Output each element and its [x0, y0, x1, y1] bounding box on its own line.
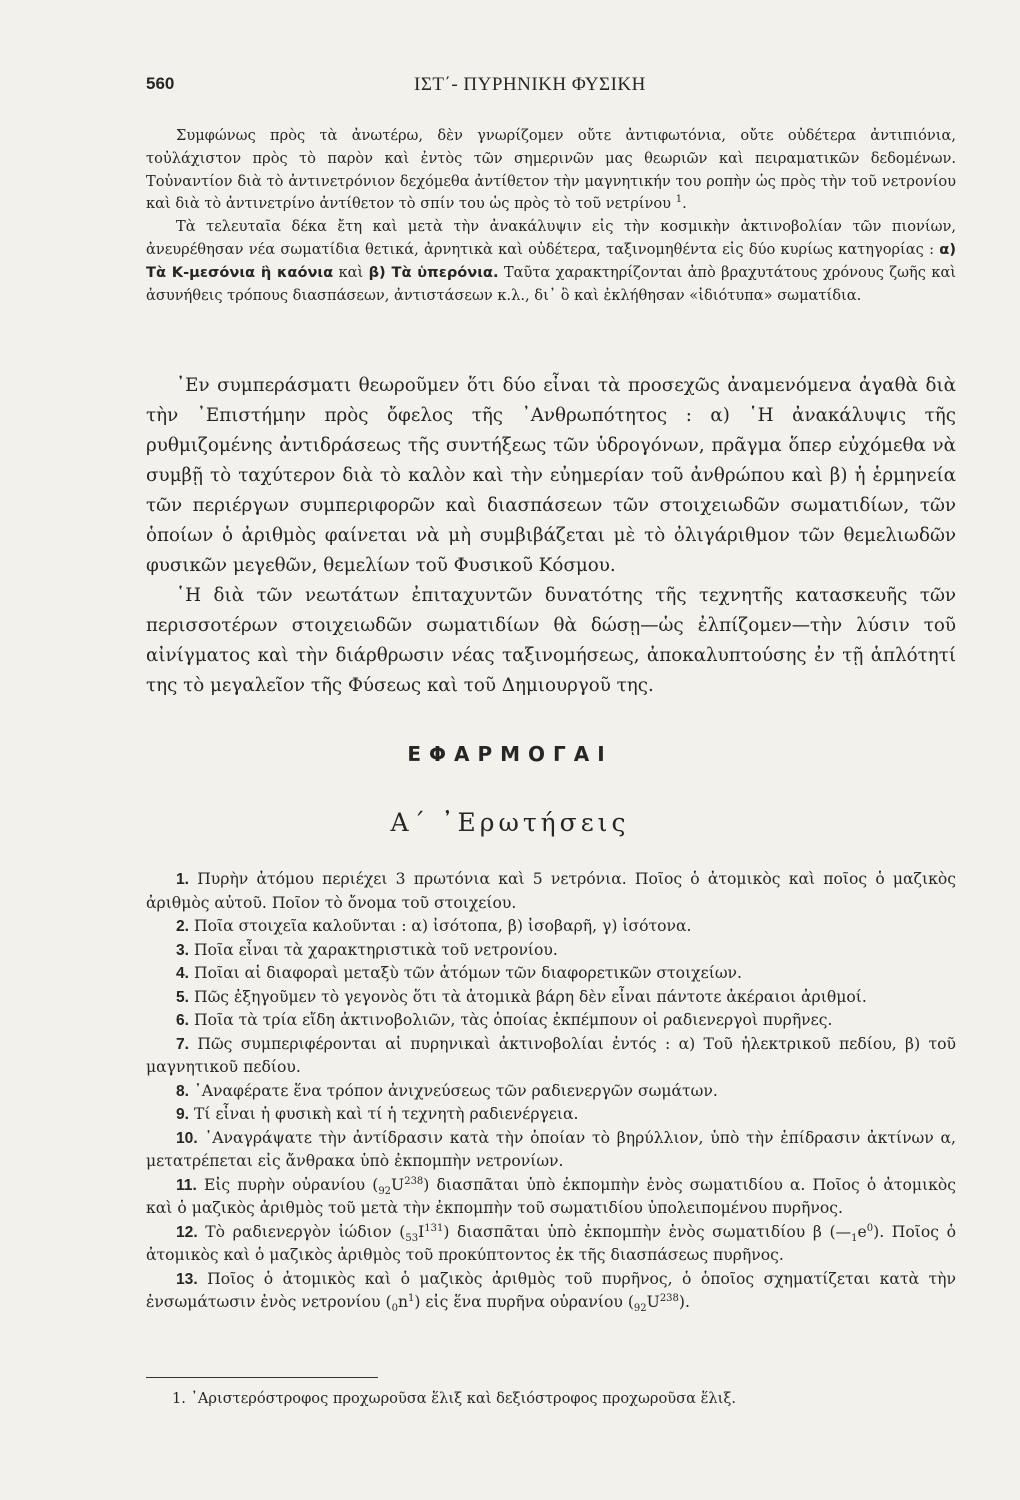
footnote-mark: 1 — [675, 194, 683, 206]
charge-number: 1 — [851, 1232, 858, 1244]
atomic-number: 92 — [633, 1303, 647, 1315]
conclusion-block — [146, 371, 956, 701]
question-number: 9. — [176, 1106, 190, 1123]
element-symbol: U — [646, 1293, 660, 1311]
paragraph-antiparticles — [146, 125, 956, 216]
question-number: 5. — [176, 988, 190, 1006]
question-text: ) διασπᾶται ὑπὸ ἐκπομπὴν ἑνὸς σωματιδίου β (— — [443, 1222, 852, 1241]
footnote-divider — [146, 1377, 378, 1378]
question-item — [146, 1174, 956, 1221]
element-symbol: I — [418, 1222, 425, 1241]
page-header — [146, 74, 956, 100]
question-text: Εἰς πυρὴν οὐρανίου ( — [203, 1175, 379, 1194]
question-text: ᾿Αναγράψατε τὴν ἀντίδρασιν κατὰ τὴν ὁποίαν τὸ βηρύλλιον, ὑπὸ τὴν ἐπίδρασιν ἀκτίνων α, μετατρέπεται εἰς ἄνθρακα ὑπὸ ἐκπομπὴν νετρονίων. — [146, 1128, 956, 1170]
page-number: 560 — [146, 74, 175, 93]
question-text: Πῶς συμπεριφέρονται αἱ πυρηνικαὶ ἀκτινοβολίαι ἐντός : α) Τοῦ ἠλεκτρικοῦ πεδίου, β) τοῦ μαγνητικοῦ πεδίου. — [146, 1034, 956, 1076]
question-item — [146, 868, 956, 915]
mass-number: 131 — [424, 1222, 444, 1234]
question-number: 10. — [176, 1129, 198, 1147]
paragraph-text: Ταῦτα χαρακτηρίζονται ἀπὸ βραχυτάτους χρόνους ζωῆς καὶ ἀσυνήθεις τρόπους διασπάσεων, ἀντιστάσεων κ.λ., δι᾽ ὃ καὶ ἐκλήθησαν «ἰδιότυπα» σωματίδια. — [146, 263, 957, 304]
atomic-number: 53 — [405, 1232, 419, 1244]
question-number: 1. — [176, 871, 190, 888]
element-symbol: U — [391, 1175, 405, 1194]
mass-number: 0 — [866, 1222, 874, 1234]
paragraph-end: . — [682, 195, 687, 213]
question-item — [146, 915, 956, 939]
question-item — [146, 1080, 956, 1104]
question-number: 8. — [176, 1082, 190, 1100]
conclusion-paragraph-2: ῾Η διὰ τῶν νεωτάτων ἐπιταχυντῶν δυνατότης τῆς τεχνητῆς κατασκευῆς τῶν περισσοτέρων στοιχειωδῶν σωματιδίων θὰ δώσῃ—ὡς ἐλπίζομεν—τὴν λύσιν τοῦ αἰνίγματος καὶ τὴν διάρθρωσιν νέας ταξινομήσεως, ἀποκαλυπτούσης ἐν τῇ ἁπλότητί της τὸ μεγαλεῖον τῆς Φύσεως καὶ τοῦ Δημιουργοῦ της. — [146, 585, 956, 696]
question-text: Ποῖαι αἱ διαφοραὶ μεταξὺ τῶν ἀτόμων τῶν διαφορετικῶν στοιχείων. — [193, 964, 742, 982]
question-number: 7. — [176, 1035, 190, 1053]
mass-number: 238 — [404, 1175, 424, 1187]
question-text: ᾿Αναφέρατε ἕνα τρόπον ἀνιχνεύσεως τῶν ραδιενεργῶν σωμάτων. — [193, 1081, 718, 1100]
question-text: ) εἰς ἕνα πυρῆνα οὐρανίου ( — [414, 1293, 634, 1311]
small-text-block — [146, 125, 956, 307]
question-item — [146, 986, 956, 1010]
question-item — [146, 1103, 956, 1127]
particle-symbol: n — [397, 1293, 409, 1311]
question-text: Τί εἶναι ἡ φυσικὴ καὶ τί ἡ τεχνητὴ ραδιενέργεια. — [193, 1105, 579, 1123]
question-item — [146, 1127, 956, 1174]
sub-heading: Α΄ ᾿Ερωτήσεις — [390, 808, 630, 837]
footnote: 1. ᾿Αριστερόστροφος προχωροῦσα ἕλιξ καὶ δεξιόστροφος προχωροῦσα ἕλιξ. — [172, 1390, 737, 1407]
paragraph-text: Συμφώνως πρὸς τὰ ἀνωτέρω, δὲν γνωρίζομεν οὔτε ἀντιφωτόνια, οὔτε οὐδέτερα ἀντιπιόνια, τοὐλάχιστον πρὸς τὸ παρὸν καὶ ἐντὸς τῶν σημερινῶν μας θεωριῶν καὶ πειραματικῶν δεδομένων. Τοὐναντίον διὰ τὸ ἀντινετρόνιον δεχόμεθα ἀντίθετον τὴν μαγνητικήν του ροπὴν ὡς πρὸς τὴν τοῦ νετρονίου καὶ διὰ τὸ ἀντινετρίνο ἀντίθετον τὸ σπίν του ὡς πρὸς τὸ τοῦ νετρίνου — [146, 127, 956, 213]
question-item — [146, 1033, 956, 1080]
mass-number: 1 — [408, 1292, 415, 1304]
kaons-term: α) Τὰ Κ-μεσόνια ἢ καόνια — [146, 240, 956, 281]
question-text: Πῶς ἐξηγοῦμεν τὸ γεγονὸς ὅτι τὰ ἀτομικὰ βάρη δὲν εἶναι πάντοτε ἀκέραιοι ἀριθμοί. — [193, 987, 867, 1006]
particle-symbol: e — [857, 1222, 867, 1241]
question-text: Τὸ ραδιενεργὸν ἰώδιον ( — [205, 1222, 406, 1241]
hyperons-term: β) Τὰ ὑπερόνια. — [368, 263, 499, 281]
question-item — [146, 1009, 956, 1033]
question-text: ) διασπᾶται ὑπὸ ἐκπομπὴν ἑνὸς σωματιδίου α. Ποῖος ὁ ἀτομικὸς καὶ ὁ μαζικὸς ἀριθμὸς τοῦ μετὰ τὴν ἐκπομπὴν τοῦ σωματιδίου ὑπολειπομένου πυρῆνος. — [146, 1175, 956, 1217]
question-text: ). Ποῖος ὁ ἀτομικὸς καὶ ὁ μαζικὸς ἀριθμὸς τοῦ προκύπτοντος ἐκ τῆς διασπάσεως πυρῆνος. — [146, 1222, 956, 1264]
question-number: 2. — [176, 918, 190, 935]
charge-number: 0 — [391, 1303, 398, 1315]
mass-number: 238 — [659, 1292, 679, 1304]
question-number: 12. — [176, 1223, 198, 1241]
question-number: 4. — [176, 965, 190, 982]
question-number: 3. — [176, 941, 190, 959]
question-text: Ποῖος ὁ ἀτομικὸς καὶ ὁ μαζικὸς ἀριθμὸς τοῦ πυρῆνος, ὁ ὁποῖος σχηματίζεται κατὰ τὴν ἐνσωμάτωσιν ἑνὸς νετρονίου ( — [146, 1269, 956, 1311]
question-text: Ποῖα εἶναι τὰ χαρακτηριστικὰ τοῦ νετρονίου. — [193, 940, 558, 959]
section-heading: ΕΦΑΡΜΟΓΑΙ — [407, 742, 613, 766]
question-item — [146, 1221, 956, 1268]
question-item — [146, 939, 956, 963]
running-head: ΙΣΤ΄- ΠΥΡΗΝΙΚΗ ΦΥΣΙΚΗ — [414, 74, 646, 95]
question-text: Ποῖα τὰ τρία εἴδη ἀκτινοβολιῶν, τὰς ὁποίας ἐκπέμπουν οἱ ραδιενεργοὶ πυρῆνες. — [193, 1011, 833, 1029]
paragraph-strange-particles — [146, 216, 956, 307]
question-text: ). — [678, 1293, 690, 1311]
questions-list — [146, 868, 956, 1315]
question-number: 13. — [176, 1270, 198, 1288]
question-item — [146, 962, 956, 986]
atomic-number: 92 — [378, 1185, 392, 1197]
question-item — [146, 1268, 956, 1315]
paragraph-text: καὶ — [338, 263, 364, 281]
question-text: Ποῖα στοιχεῖα καλοῦνται : α) ἰσότοπα, β) ἰσοβαρῆ, γ) ἰσότονα. — [193, 917, 692, 935]
question-number: 6. — [176, 1012, 190, 1029]
question-text: Πυρὴν ἀτόμου περιέχει 3 πρωτόνια καὶ 5 νετρόνια. Ποῖος ὁ ἀτομικὸς καὶ ποῖος ὁ μαζικὸς ἀριθμὸς αὐτοῦ. Ποῖον τὸ ὄνομα τοῦ στοιχείου. — [146, 870, 956, 912]
conclusion-paragraph-1: ᾿Εν συμπεράσματι θεωροῦμεν ὅτι δύο εἶναι τὰ προσεχῶς ἀναμενόμενα ἀγαθὰ διὰ τὴν ᾿Επιστήμην πρὸς ὄφελος τῆς ᾿Ανθρωπότητος : α) ῾Η ἀνακάλυψις τῆς ρυθμιζομένης ἀντιδράσεως τῆς συντήξεως τῶν ὑδρογόνων, πρᾶγμα ὅπερ εὐχόμεθα νὰ συμβῇ τὸ ταχύτερον διὰ τὸ καλὸν καὶ τὴν εὐημερίαν τοῦ ἀνθρώπου καὶ β) ἡ ἑρμηνεία τῶν περιέργων συμπεριφορῶν καὶ διασπάσεων τῶν στοιχειωδῶν σωματιδίων, τῶν ὁποίων ὁ ἀριθμὸς φαίνεται νὰ μὴ συμβιβάζεται μὲ τὸ ὀλιγάριθμον τῶν θεμελιωδῶν φυσικῶν μεγεθῶν, θεμελίων τοῦ Φυσικοῦ Κόσμου. — [146, 375, 956, 576]
paragraph-text: Τὰ τελευταῖα δέκα ἔτη καὶ μετὰ τὴν ἀνακάλυψιν εἰς τὴν κοσμικὴν ἀκτινοβολίαν τῶν πιονίων, ἀνευρέθησαν νέα σωματίδια θετικά, ἀρνητικὰ καὶ οὐδέτερα, ταξινομηθέντα εἰς δύο κυρίως κατηγορίας : — [146, 218, 956, 258]
question-number: 11. — [176, 1176, 197, 1194]
